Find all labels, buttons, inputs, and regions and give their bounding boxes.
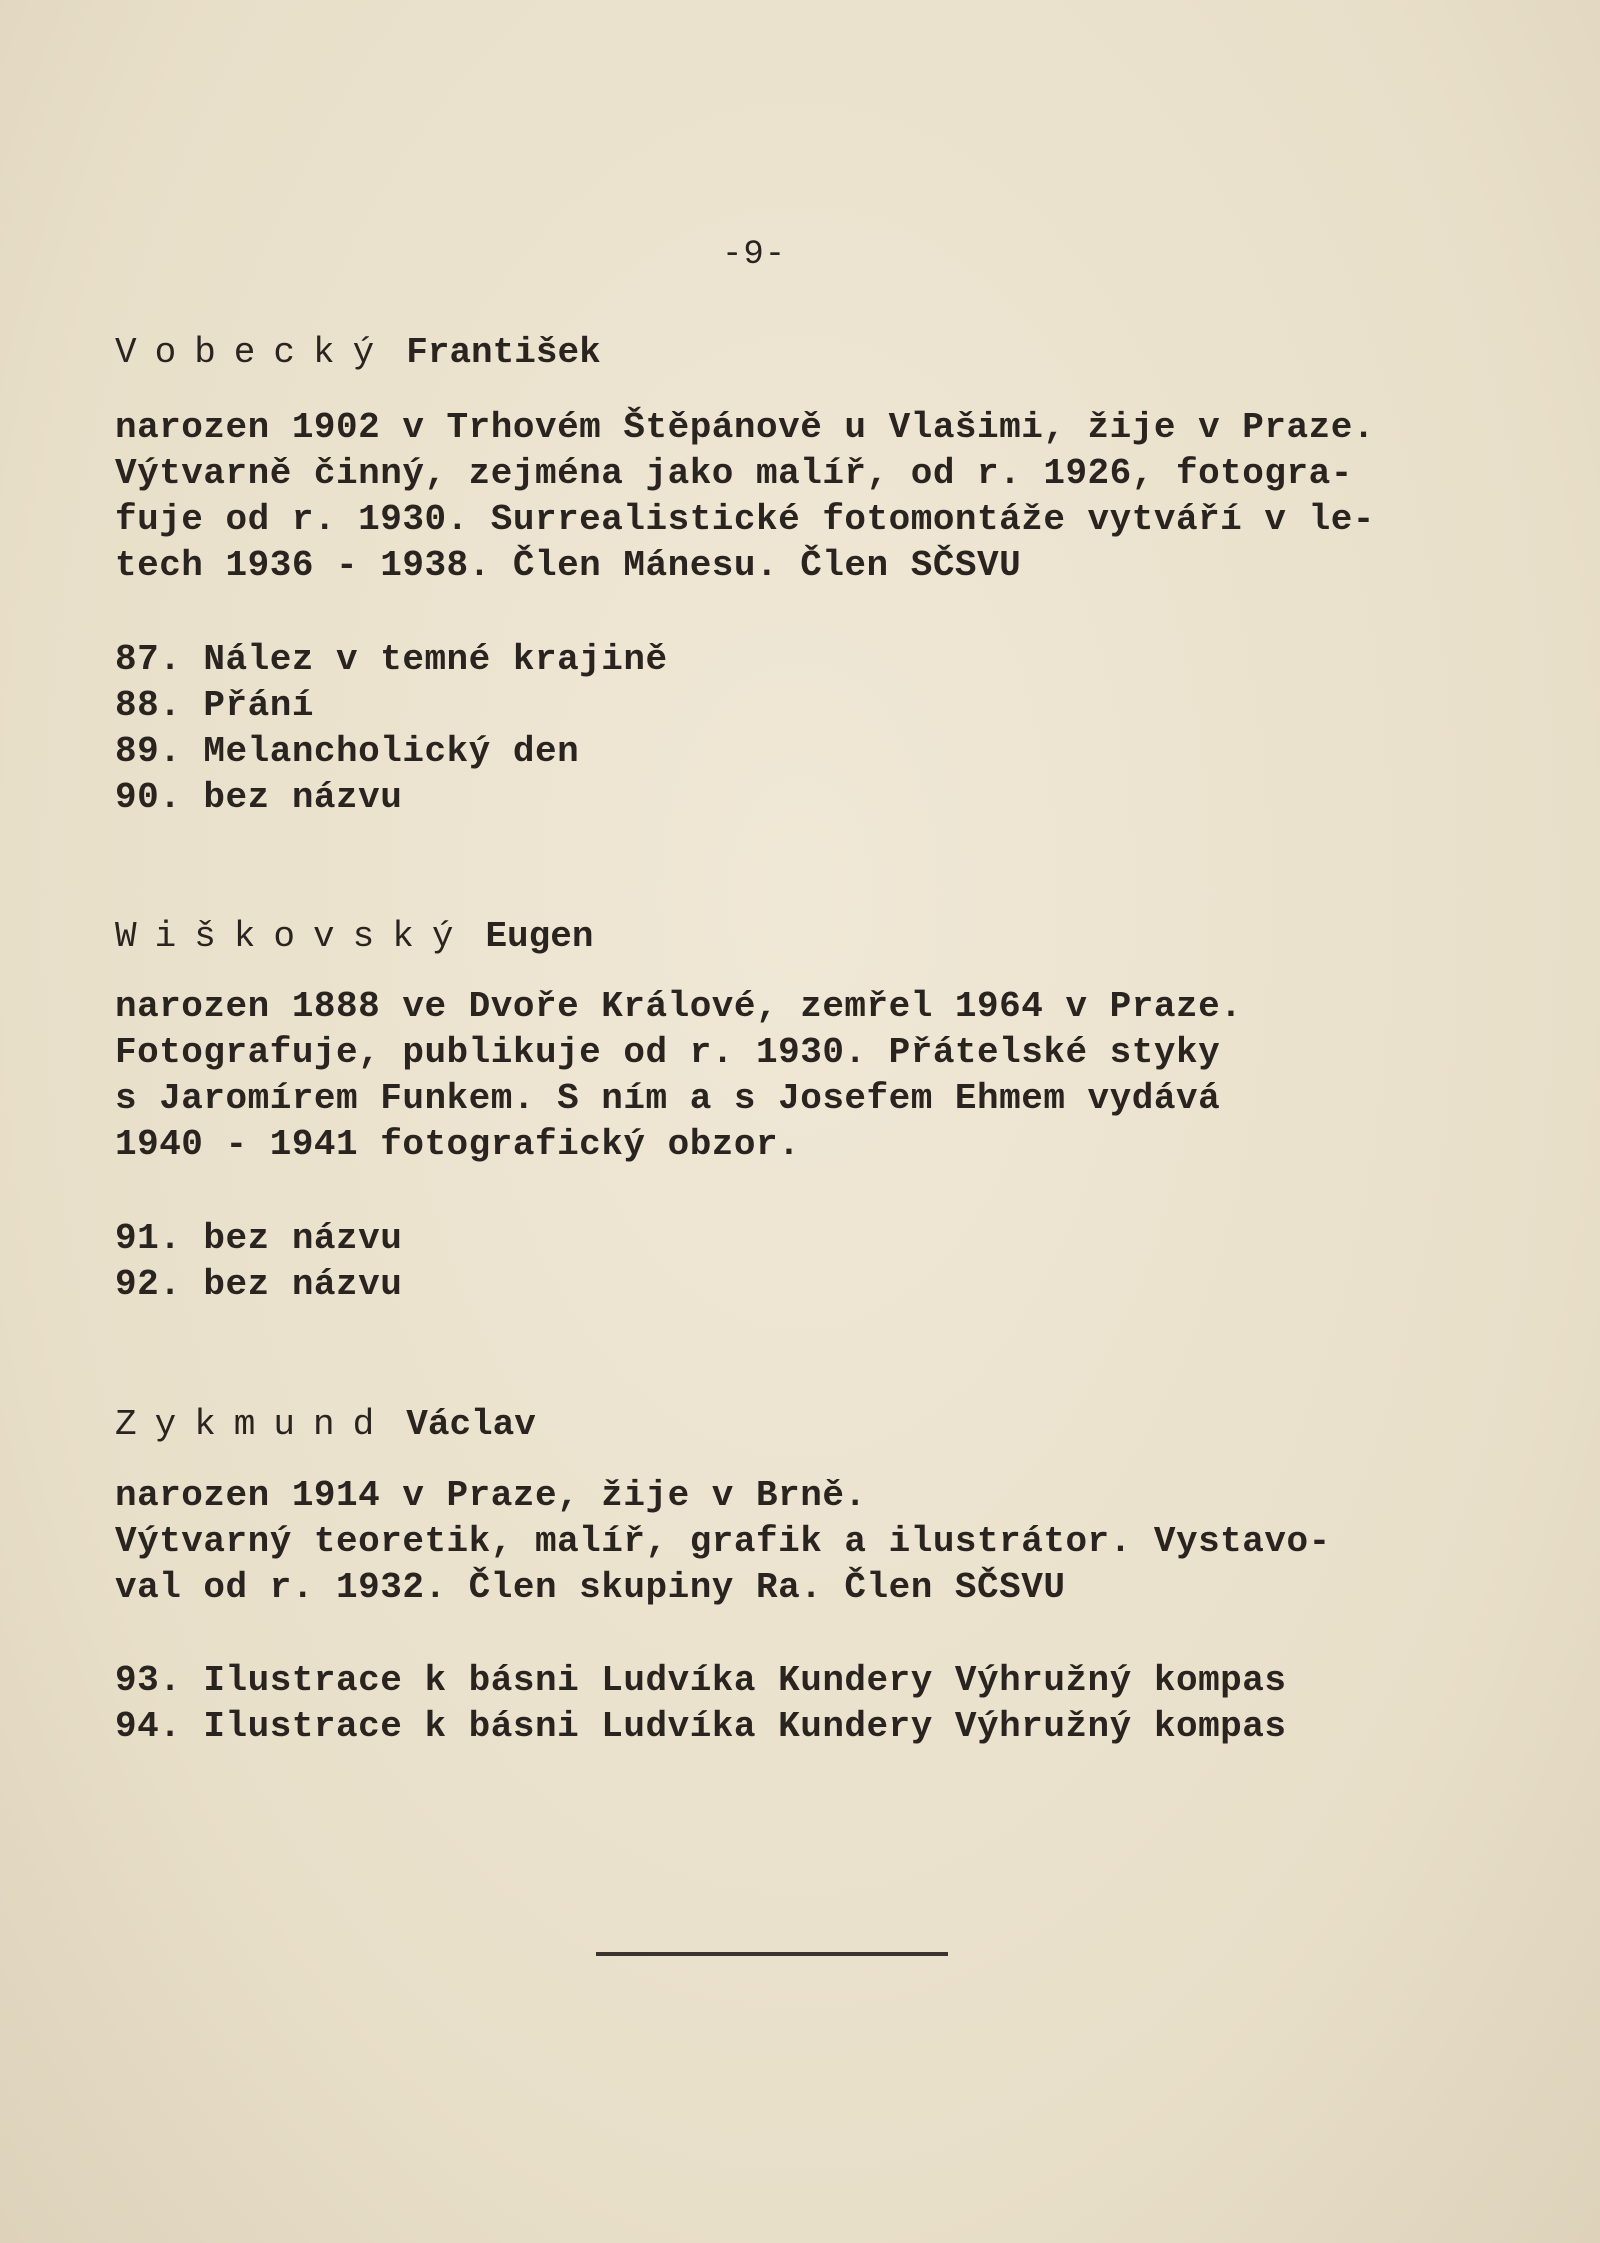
entry-heading (115, 1402, 1515, 1448)
entry-bio (115, 1473, 1515, 1611)
work-item: 90. bez názvu (115, 777, 403, 818)
bio-line: val od r. 1932. Člen skupiny Ra. Člen SČSVU (115, 1567, 1066, 1608)
bio-line: s Jaromírem Funkem. S ním a s Josefem Ehmem vydává (115, 1078, 1221, 1119)
bio-line: narozen 1888 ve Dvoře Králové, zemřel 1964 v Praze. (115, 986, 1243, 1027)
surname: Wiškovský (115, 916, 472, 957)
work-item: 93. Ilustrace k básni Ludvíka Kundery Výhružný kompas (115, 1660, 1287, 1701)
surname: Vobecký (115, 332, 393, 373)
work-item: 92. bez názvu (115, 1264, 403, 1305)
bio-line: narozen 1902 v Trhovém Štěpánově u Vlašimi, žije v Praze. (115, 407, 1375, 448)
entry-zykmund (115, 1402, 1515, 1448)
firstname: Václav (406, 1404, 536, 1445)
work-item: 91. bez názvu (115, 1218, 403, 1259)
page-number: -9- (722, 236, 787, 274)
bio-line: tech 1936 - 1938. Člen Mánesu. Člen SČSVU (115, 545, 1022, 586)
surname: Zykmund (115, 1404, 393, 1445)
end-rule (596, 1952, 948, 1956)
bio-line: fuje od r. 1930. Surrealistické fotomontáže vytváří v le- (115, 499, 1375, 540)
entry-wiskovsky (115, 914, 1515, 960)
entry-works (115, 1658, 1515, 1750)
firstname: Eugen (485, 916, 594, 957)
bio-line: Výtvarně činný, zejména jako malíř, od r. 1926, fotogra- (115, 453, 1353, 494)
entry-bio (115, 405, 1515, 589)
firstname: František (406, 332, 601, 373)
bio-line: Fotografuje, publikuje od r. 1930. Přátelské styky (115, 1032, 1221, 1073)
entry-works (115, 1216, 1515, 1308)
work-item: 94. Ilustrace k básni Ludvíka Kundery Výhružný kompas (115, 1706, 1287, 1747)
work-item: 87. Nález v temné krajině (115, 639, 668, 680)
entry-works (115, 637, 1515, 821)
entry-heading (115, 914, 1515, 960)
bio-line: Výtvarný teoretik, malíř, grafik a ilustrátor. Vystavo- (115, 1521, 1331, 1562)
entry-vobecky (115, 330, 1515, 376)
bio-line: 1940 - 1941 fotografický obzor. (115, 1124, 801, 1165)
work-item: 88. Přání (115, 685, 314, 726)
entry-bio (115, 984, 1515, 1168)
entry-heading (115, 330, 1515, 376)
bio-line: narozen 1914 v Praze, žije v Brně. (115, 1475, 867, 1516)
work-item: 89. Melancholický den (115, 731, 580, 772)
